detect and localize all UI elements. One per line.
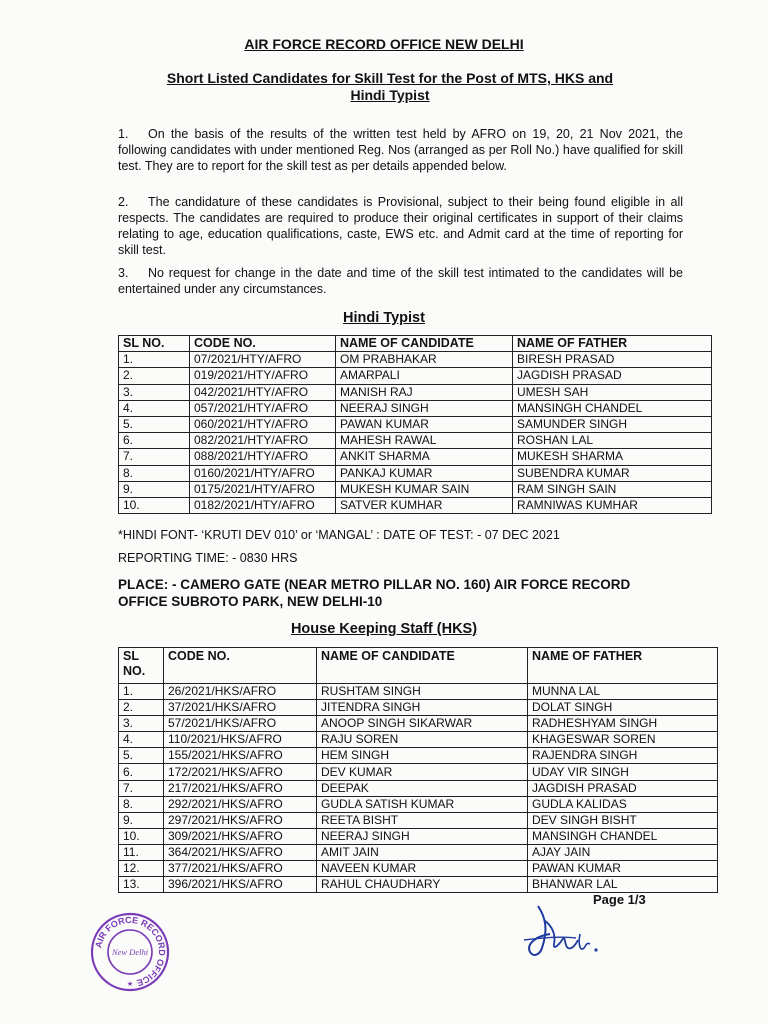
father-name-cell: MUNNA LAL [528, 684, 718, 700]
code-no-cell: 042/2021/HTY/AFRO [190, 384, 336, 400]
sl-no-cell: 2. [119, 368, 190, 384]
page-number: Page 1/3 [593, 892, 646, 907]
svg-text:★: ★ [126, 981, 134, 988]
sl-no-cell: 5. [119, 748, 164, 764]
father-name-cell: PAWAN KUMAR [528, 861, 718, 877]
father-name-cell: JAGDISH PRASAD [528, 780, 718, 796]
father-name-cell: SAMUNDER SINGH [513, 416, 712, 432]
code-no-cell: 377/2021/HKS/AFRO [164, 861, 317, 877]
father-name-cell: MUKESH SHARMA [513, 449, 712, 465]
table-row [119, 780, 718, 796]
candidate-name-cell: RUSHTAM SINGH [317, 684, 528, 700]
father-name-cell: RAJENDRA SINGH [528, 748, 718, 764]
candidate-name-cell: AMARPALI [336, 368, 513, 384]
column-header: CODE NO. [164, 648, 317, 684]
table-header-row [119, 336, 712, 352]
father-name-cell: JAGDISH PRASAD [513, 368, 712, 384]
stamp-center-text: New Delhi [111, 947, 149, 957]
father-name-cell: BHANWAR LAL [528, 877, 718, 893]
father-name-cell: GUDLA KALIDAS [528, 796, 718, 812]
code-no-cell: 217/2021/HKS/AFRO [164, 780, 317, 796]
table-header-row [119, 648, 718, 684]
table-row [119, 384, 712, 400]
candidate-name-cell: SATVER KUMHAR [336, 497, 513, 513]
table-row [119, 748, 718, 764]
table-row [119, 828, 718, 844]
paragraph-2 [118, 194, 683, 258]
sl-no-cell: 5. [119, 416, 190, 432]
sl-no-cell: 9. [119, 812, 164, 828]
office-stamp [88, 910, 172, 994]
code-no-cell: 0182/2021/HTY/AFRO [190, 497, 336, 513]
table-row [119, 844, 718, 860]
paragraph-1 [118, 126, 683, 174]
candidate-name-cell: PANKAJ KUMAR [336, 465, 513, 481]
column-header: NAME OF FATHER [528, 648, 718, 684]
paragraph-text: No request for change in the date and time of the skill test intimated to the candidates will be entertained under any circumstances. [118, 266, 683, 296]
paragraph-text: On the basis of the results of the written test held by AFRO on 19, 20, 21 Nov 2021, the following candidates with under mentioned Reg. Nos (arranged as per Roll No.) have qualified for skill test. They are to report for the skill test as per details appended below. [118, 127, 683, 173]
father-name-cell: KHAGESWAR SOREN [528, 732, 718, 748]
candidate-name-cell: MAHESH RAWAL [336, 433, 513, 449]
father-name-cell: RADHESHYAM SINGH [528, 716, 718, 732]
office-title: AIR FORCE RECORD OFFICE NEW DELHI [244, 36, 524, 52]
table-row [119, 796, 718, 812]
father-name-cell: UMESH SAH [513, 384, 712, 400]
column-header: CODE NO. [190, 336, 336, 352]
code-no-cell: 019/2021/HTY/AFRO [190, 368, 336, 384]
code-no-cell: 155/2021/HKS/AFRO [164, 748, 317, 764]
column-header: NAME OF FATHER [513, 336, 712, 352]
column-header: SL NO. [119, 648, 164, 684]
paragraph-number: 1. [118, 127, 129, 141]
table-row [119, 449, 712, 465]
code-no-cell: 060/2021/HTY/AFRO [190, 416, 336, 432]
code-no-cell: 309/2021/HKS/AFRO [164, 828, 317, 844]
column-header: NAME OF CANDIDATE [336, 336, 513, 352]
code-no-cell: 088/2021/HTY/AFRO [190, 449, 336, 465]
sl-no-cell: 4. [119, 400, 190, 416]
table-row [119, 368, 712, 384]
test-venue: PLACE: - CAMERO GATE (NEAR METRO PILLAR NO. 160) AIR FORCE RECORD OFFICE SUBROTO PARK, NEW DELHI-10 [118, 577, 631, 609]
font-and-date-note: *HINDI FONT- ‘KRUTI DEV 010’ or ‘MANGAL’ : DATE OF TEST: - 07 DEC 2021 [118, 528, 560, 542]
column-header: SL NO. [119, 336, 190, 352]
sl-no-cell: 13. [119, 877, 164, 893]
hindi-typist-table [118, 335, 712, 514]
table-row [119, 716, 718, 732]
table-row [119, 812, 718, 828]
candidate-name-cell: ANKIT SHARMA [336, 449, 513, 465]
table-row [119, 465, 712, 481]
subject-title [130, 70, 650, 104]
table-row [119, 700, 718, 716]
candidate-name-cell: MUKESH KUMAR SAIN [336, 481, 513, 497]
code-no-cell: 396/2021/HKS/AFRO [164, 877, 317, 893]
stamp-ring-text: AIR FORCE RECORD OFFICE [93, 914, 168, 989]
sl-no-cell: 8. [119, 796, 164, 812]
candidate-name-cell: NEERAJ SINGH [336, 400, 513, 416]
candidate-name-cell: RAJU SOREN [317, 732, 528, 748]
sl-no-cell: 1. [119, 684, 164, 700]
sl-no-cell: 7. [119, 449, 190, 465]
father-name-cell: RAM SINGH SAIN [513, 481, 712, 497]
father-name-cell: BIRESH PRASAD [513, 352, 712, 368]
hindi-typist-title: Hindi Typist [343, 310, 425, 326]
father-name-cell: MANSINGH CHANDEL [513, 400, 712, 416]
sl-no-cell: 6. [119, 764, 164, 780]
paragraph-number: 3. [118, 266, 129, 280]
table-row [119, 877, 718, 893]
reporting-time: REPORTING TIME: - 0830 HRS [118, 551, 298, 565]
paragraph-number: 2. [118, 195, 129, 209]
sl-no-cell: 3. [119, 716, 164, 732]
sl-no-cell: 2. [119, 700, 164, 716]
code-no-cell: 297/2021/HKS/AFRO [164, 812, 317, 828]
candidate-name-cell: GUDLA SATISH KUMAR [317, 796, 528, 812]
father-name-cell: MANSINGH CHANDEL [528, 828, 718, 844]
table-row [119, 764, 718, 780]
candidate-name-cell: REETA BISHT [317, 812, 528, 828]
father-name-cell: SUBENDRA KUMAR [513, 465, 712, 481]
signature [520, 900, 610, 970]
candidate-name-cell: DEEPAK [317, 780, 528, 796]
sl-no-cell: 3. [119, 384, 190, 400]
paragraph-3 [118, 265, 683, 297]
sl-no-cell: 6. [119, 433, 190, 449]
hks-table [118, 647, 718, 893]
code-no-cell: 57/2021/HKS/AFRO [164, 716, 317, 732]
father-name-cell: UDAY VIR SINGH [528, 764, 718, 780]
table-row [119, 416, 712, 432]
sl-no-cell: 9. [119, 481, 190, 497]
code-no-cell: 172/2021/HKS/AFRO [164, 764, 317, 780]
code-no-cell: 292/2021/HKS/AFRO [164, 796, 317, 812]
candidate-name-cell: MANISH RAJ [336, 384, 513, 400]
candidate-name-cell: NAVEEN KUMAR [317, 861, 528, 877]
sl-no-cell: 1. [119, 352, 190, 368]
candidate-name-cell: PAWAN KUMAR [336, 416, 513, 432]
code-no-cell: 057/2021/HTY/AFRO [190, 400, 336, 416]
code-no-cell: 26/2021/HKS/AFRO [164, 684, 317, 700]
code-no-cell: 364/2021/HKS/AFRO [164, 844, 317, 860]
candidate-name-cell: DEV KUMAR [317, 764, 528, 780]
sl-no-cell: 4. [119, 732, 164, 748]
table-row [119, 400, 712, 416]
code-no-cell: 37/2021/HKS/AFRO [164, 700, 317, 716]
father-name-cell: AJAY JAIN [528, 844, 718, 860]
column-header: NAME OF CANDIDATE [317, 648, 528, 684]
candidate-name-cell: OM PRABHAKAR [336, 352, 513, 368]
code-no-cell: 082/2021/HTY/AFRO [190, 433, 336, 449]
table-row [119, 481, 712, 497]
sl-no-cell: 11. [119, 844, 164, 860]
paragraph-text: The candidature of these candidates is Provisional, subject to their being found eligible in all respects. The candidates are required to produce their original certificates in support of their claims relating to age, education qualifications, caste, EWS etc. and Admit card at the time of reporting for skill test. [118, 195, 683, 257]
father-name-cell: RAMNIWAS KUMHAR [513, 497, 712, 513]
table-row [119, 497, 712, 513]
candidate-name-cell: HEM SINGH [317, 748, 528, 764]
hks-title: House Keeping Staff (HKS) [290, 621, 478, 637]
candidate-name-cell: JITENDRA SINGH [317, 700, 528, 716]
table-row [119, 732, 718, 748]
code-no-cell: 0160/2021/HTY/AFRO [190, 465, 336, 481]
candidate-name-cell: ANOOP SINGH SIKARWAR [317, 716, 528, 732]
subject-line-2: Hindi Typist [350, 87, 430, 103]
code-no-cell: 110/2021/HKS/AFRO [164, 732, 317, 748]
code-no-cell: 07/2021/HTY/AFRO [190, 352, 336, 368]
sl-no-cell: 7. [119, 780, 164, 796]
code-no-cell: 0175/2021/HTY/AFRO [190, 481, 336, 497]
candidate-name-cell: AMIT JAIN [317, 844, 528, 860]
table-row [119, 861, 718, 877]
father-name-cell: ROSHAN LAL [513, 433, 712, 449]
sl-no-cell: 8. [119, 465, 190, 481]
candidate-name-cell: NEERAJ SINGH [317, 828, 528, 844]
table-row [119, 352, 712, 368]
sl-no-cell: 10. [119, 828, 164, 844]
subject-line-1: Short Listed Candidates for Skill Test for the Post of MTS, HKS and [166, 70, 614, 86]
candidate-name-cell: RAHUL CHAUDHARY [317, 877, 528, 893]
sl-no-cell: 12. [119, 861, 164, 877]
table-row [119, 433, 712, 449]
sl-no-cell: 10. [119, 497, 190, 513]
father-name-cell: DEV SINGH BISHT [528, 812, 718, 828]
father-name-cell: DOLAT SINGH [528, 700, 718, 716]
table-row [119, 684, 718, 700]
